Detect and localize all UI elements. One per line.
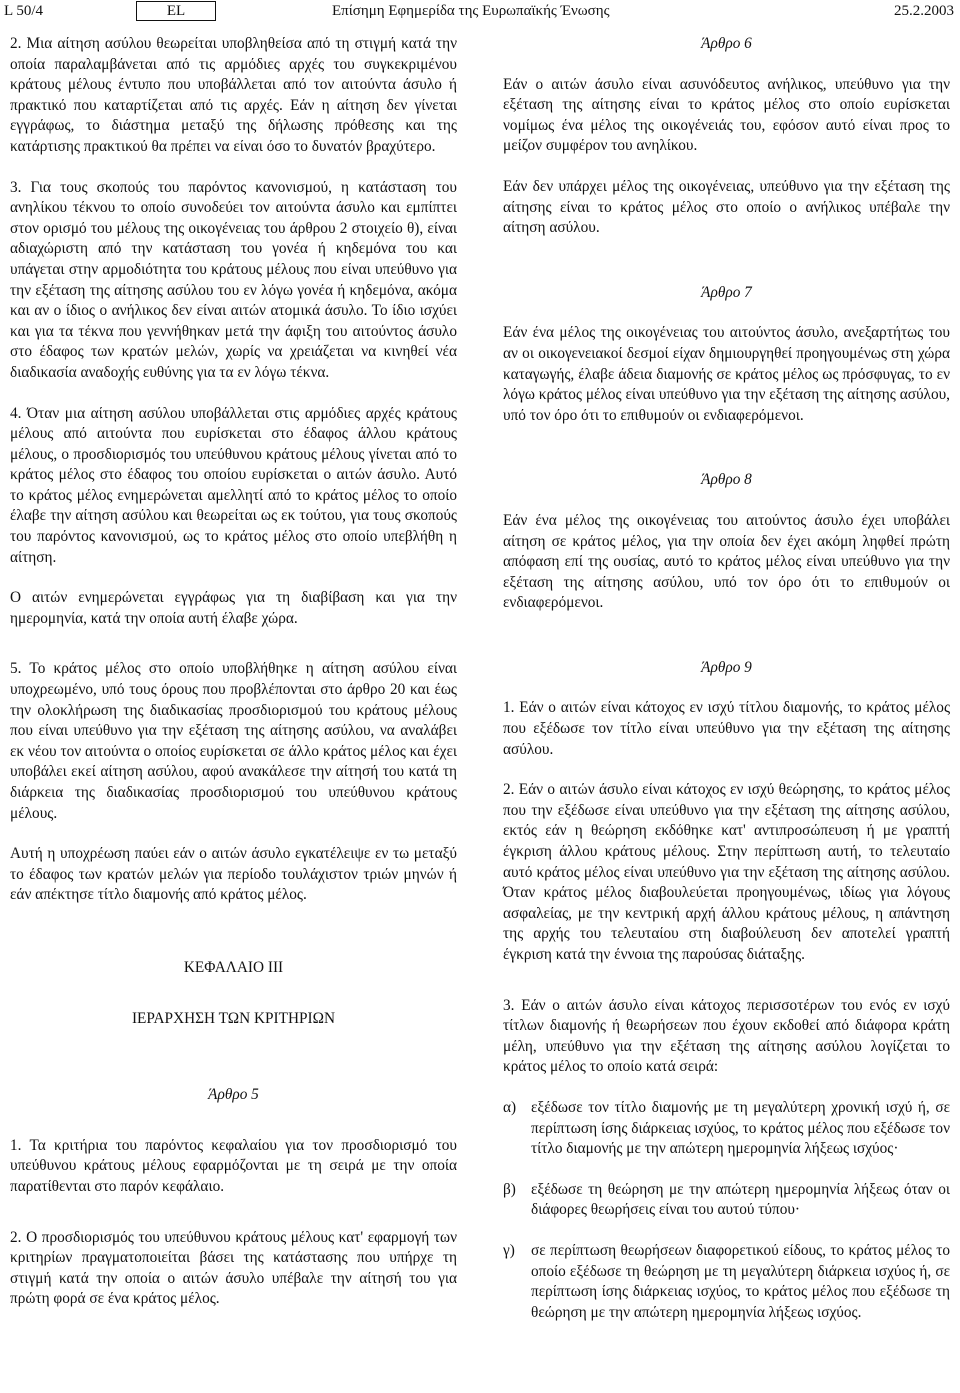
list-item-label: γ) [503, 1241, 515, 1259]
paragraph-2: 2. Μια αίτηση ασύλου θεωρείται υποβληθείσα από τη στιγμή κατά την οποία παραλαμβάνεται από τις αρμόδιες αρχές του συγκεκριμένου κράτους μέλους έντυπο που υποβάλλεται από τον αιτούντα άσυλο ή πρακτικό που καταρτίζεται από τις αρχές. Εάν η αίτηση δεν γίνεται εγγράφως, το διάστημα μεταξύ της δήλωσης πρόθεσης και της κατάρτισης πρακτικού θα πρέπει να είναι όσο το δυνατόν βραχύτερο. [10, 35, 457, 155]
page-number: L 50/4 [4, 3, 44, 19]
article-7-paragraph-1: Εάν ένα μέλος της οικογένειας του αιτούντος άσυλο, ανεξαρτήτως του αν οι οικογενειακοί δεσμοί είχαν δημιουργηθεί προηγουμένως στη χώρα καταγωγής, έλαβε άδεια διαμονής σε κράτος μέλος ως πρόσφυγας, το εν λόγω κράτος μέλος είναι υπεύθυνο για την εξέταση της αίτησης ασύλου, υπό τον όρο ότι το επιθυμούν οι ενδιαφερόμενοι. [503, 324, 950, 424]
article-6-heading: Άρθρο 6 [701, 35, 752, 52]
list-item [503, 1241, 950, 1323]
list-item-text: σε περίπτωση θεωρήσεων διαφορετικού είδους, το κράτος μέλος το οποίο εξέδωσε τη θεώρηση με τη μεγαλύτερη διάρκεια ισχύος ή, σε περίπτωση ίσης διάρκειας ισχύος, το κράτος μέλος που εξέδωσε τη θεώρηση με την απώτερη ημερομηνία λήξεως ισχύος. [531, 1241, 950, 1321]
chapter-title: ΙΕΡΑΡΧΗΣΗ ΤΩΝ ΚΡΙΤΗΡΙΩΝ [131, 1009, 336, 1027]
article-5-heading: Άρθρο 5 [208, 1086, 259, 1104]
list-item [503, 1180, 950, 1221]
paragraph-4: 4. Όταν μια αίτηση ασύλου υποβάλλεται στις αρμόδιες αρχές κράτους μέλους από αιτούντα που ευρίσκεται στο έδαφος άλλου κράτους μέλους, ο προσδιορισμός του υπεύθυνου κράτους μέλους γίνεται από το κράτος μέλος στο έδαφος του οποίου ευρίσκεται ο αιτών άσυλο. Αυτό το κράτος μέλος ενημερώνεται αμελλητί από το κράτος μέλος το οποίο έλαβε την αίτηση ασύλου και θεωρείται ως εκ τούτου, για τους σκοπούς του παρόντος κανονισμού, ως το κράτος μέλος στο οποίο υπεβλήθη η αίτηση. [10, 404, 457, 566]
paragraph-5-continued: Αυτή η υποχρέωση παύει εάν ο αιτών άσυλο εγκατέλειψε εν τω μεταξύ το έδαφος των κρατών μελών για περίοδο τουλάχιστον τριών μηνών ή εάν απέκτησε τίτλο διαμονής από κράτος μέλος. [10, 845, 457, 904]
chapter-heading: ΚΕΦΑΛΑΙΟ III [183, 958, 284, 976]
list-item-label: β) [503, 1180, 516, 1198]
article-5-paragraph-1: 1. Τα κριτήρια του παρόντος κεφαλαίου για τον προσδιορισμό του υπεύθυνου κράτους μέλους εφαρμόζονται με τη σειρά με την οποία παρατίθενται στο παρόν κεφάλαιο. [10, 1136, 457, 1195]
paragraph-3: 3. Για τους σκοπούς του παρόντος κανονισμού, η κατάσταση του ανηλίκου τέκνου το οποίο συνοδεύει τον αιτούντα άσυλο και εμπίπτει στον ορισμό του μέλους της οικογένειας του άρθρου 2 στοιχείο θ), είναι αδιαχώριστη από την κατάσταση του γονέα ή κηδεμόνα του και υπάγεται στην αρμοδιότητα του κράτους μέλους που είναι υπεύθυνο για την εξέταση της αίτησης ασύλου του εν λόγω γονέα ή κηδεμόνα, ακόμα και αν ο ίδιος ο ανήλικος δεν είναι αιτών ατομικά άσυλο. Το ίδιο ισχύει και για τα τέκνα που γεννήθηκαν μετά την άφιξη του αιτούντος άσυλο στο έδαφος των κρατών μελών, χωρίς να χρειάζεται να κινηθεί νέα διαδικασία αναδοχής ευθύνης για τα εν λόγω τέκνα. [10, 178, 457, 381]
article-9-paragraph-2: 2. Εάν ο αιτών άσυλο είναι κάτοχος εν ισχύ θεώρησης, το κράτος μέλος που την εξέδωσε είναι υπεύθυνο για την εξέταση της αίτησης ασύλου, εκτός εάν η θεώρηση εκδόθηκε κατ' αντιπροσώπευση ή με γραπτή έγκριση άλλου κράτους μέλους. Στην περίπτωση αυτή, το τελευταίο αυτό κράτος μέλος είναι υπεύθυνο για την εξέταση της αίτησης ασύλου. Όταν κράτος μέλος διαβουλεύεται προηγουμένως, ιδίως για λόγους ασφαλείας, με την κεντρική αρχή άλλου κράτους μέλους, η απάντηση της αρχής του τελευταίου στη διαβούλευση δεν αποτελεί γραπτή έγκριση κατά την έννοια της παρούσας διάταξης. [503, 781, 950, 963]
article-6-paragraph-2: Εάν δεν υπάρχει μέλος της οικογένειας, υπεύθυνο για την εξέταση της αίτησης είναι το κράτος μέλος στο οποίο ο ανήλικος υπέβαλε την αίτηση ασύλου. [503, 177, 950, 237]
left-column [10, 34, 457, 1330]
list-item [503, 1098, 950, 1160]
list-item-text: εξέδωσε τη θεώρηση με την απώτερη ημερομηνία λήξεως όταν οι διάφορες θεωρήσεις είναι του αυτού τύπου· [531, 1180, 950, 1219]
article-6-paragraph-1: Εάν ο αιτών άσυλο είναι ασυνόδευτος ανήλικος, υπεύθυνο για την εξέταση της αίτησης είναι το κράτος μέλος στο οποίο ευρίσκεται νομίμως ένα μέλος της οικογένειάς του, εφόσον αυτό είναι προς το μείζον συμφέρον του ανηλίκου. [503, 75, 950, 155]
language-code-box: EL [136, 1, 216, 21]
article-9-heading: Άρθρο 9 [701, 658, 752, 676]
paragraph-5: 5. Το κράτος μέλος στο οποίο υποβλήθηκε η αίτηση ασύλου είναι υποχρεωμένο, υπό τους όρους που προβλέπονται στο άρθρο 20 και έως την ολοκλήρωση της διαδικασίας προσδιορισμού του κράτους μέλους που είναι υπεύθυνο για την εξέταση της αίτησης ασύλου, να αναλάβει εκ νέου τον αιτούντα ο οποίος ευρίσκεται σε άλλο κράτος μέλος και έχει υποβάλει εκεί αίτηση ασύλου, αφού ανακάλεσε την αίτησή του κατά τη διάρκεια της διαδικασίας προσδιορισμού του υπεύθυνου κράτους μέλους. [10, 660, 457, 822]
right-column [503, 34, 950, 1343]
article-8-heading: Άρθρο 8 [701, 471, 752, 489]
list-item-text: εξέδωσε τον τίτλο διαμονής με τη μεγαλύτερη χρονική ισχύ ή, σε περίπτωση ίσης διάρκειας ισχύος, το κράτος μέλος που εξέδωσε τον τίτλο διαμονής με την απώτερη ημερομηνία λήξεως ισχύος· [531, 1098, 950, 1158]
paragraph-4-continued: Ο αιτών ενημερώνεται εγγράφως για τη διαβίβαση και για την ημερομηνία, κατά την οποία αυτή έλαβε χώρα. [10, 589, 457, 627]
article-7-heading: Άρθρο 7 [701, 283, 752, 301]
publication-date: 25.2.2003 [894, 3, 954, 19]
page-header [0, 0, 960, 22]
article-9-paragraph-1: 1. Εάν ο αιτών είναι κάτοχος εν ισχύ τίτλου διαμονής, το κράτος μέλος που εξέδωσε τον τίτλο είναι υπεύθυνο για την εξέταση της αίτησης ασύλου. [503, 699, 950, 758]
article-9-paragraph-3: 3. Εάν ο αιτών άσυλο είναι κάτοχος περισσοτέρων του ενός εν ισχύ τίτλων διαμονής ή θεωρήσεων που έχουν εκδοθεί από διάφορα κράτη μέλη, υπεύθυνο για την εξέταση της αίτησης ασύλου λογίζεται το κράτος μέλος το οποίο κατά σειρά: [503, 996, 950, 1076]
journal-title: Επίσημη Εφημερίδα της Ευρωπαϊκής Ένωσης [332, 3, 610, 19]
list-item-label: α) [503, 1098, 517, 1116]
article-8-paragraph-1: Εάν ένα μέλος της οικογένειας του αιτούντος άσυλο έχει υποβάλει αίτηση σε κράτος μέλος, για την οποία δεν έχει ακόμη ληφθεί πρώτη απόφαση επί της ουσίας, αυτό το κράτος μέλος είναι υπεύθυνο για την εξέταση της αίτησης ασύλου, υπό τον όρο ότι το επιθυμούν οι ενδιαφερόμενοι. [503, 511, 950, 612]
article-5-paragraph-2: 2. Ο προσδιορισμός του υπεύθυνου κράτους μέλους κατ' εφαρμογή των κριτηρίων πραγματοποιείται βάσει της κατάστασης που υπήρχε τη στιγμή κατά την οποία ο αιτών άσυλο υπέβαλε την αίτησή του για πρώτη φορά σε ένα κράτος μέλος. [10, 1228, 457, 1308]
